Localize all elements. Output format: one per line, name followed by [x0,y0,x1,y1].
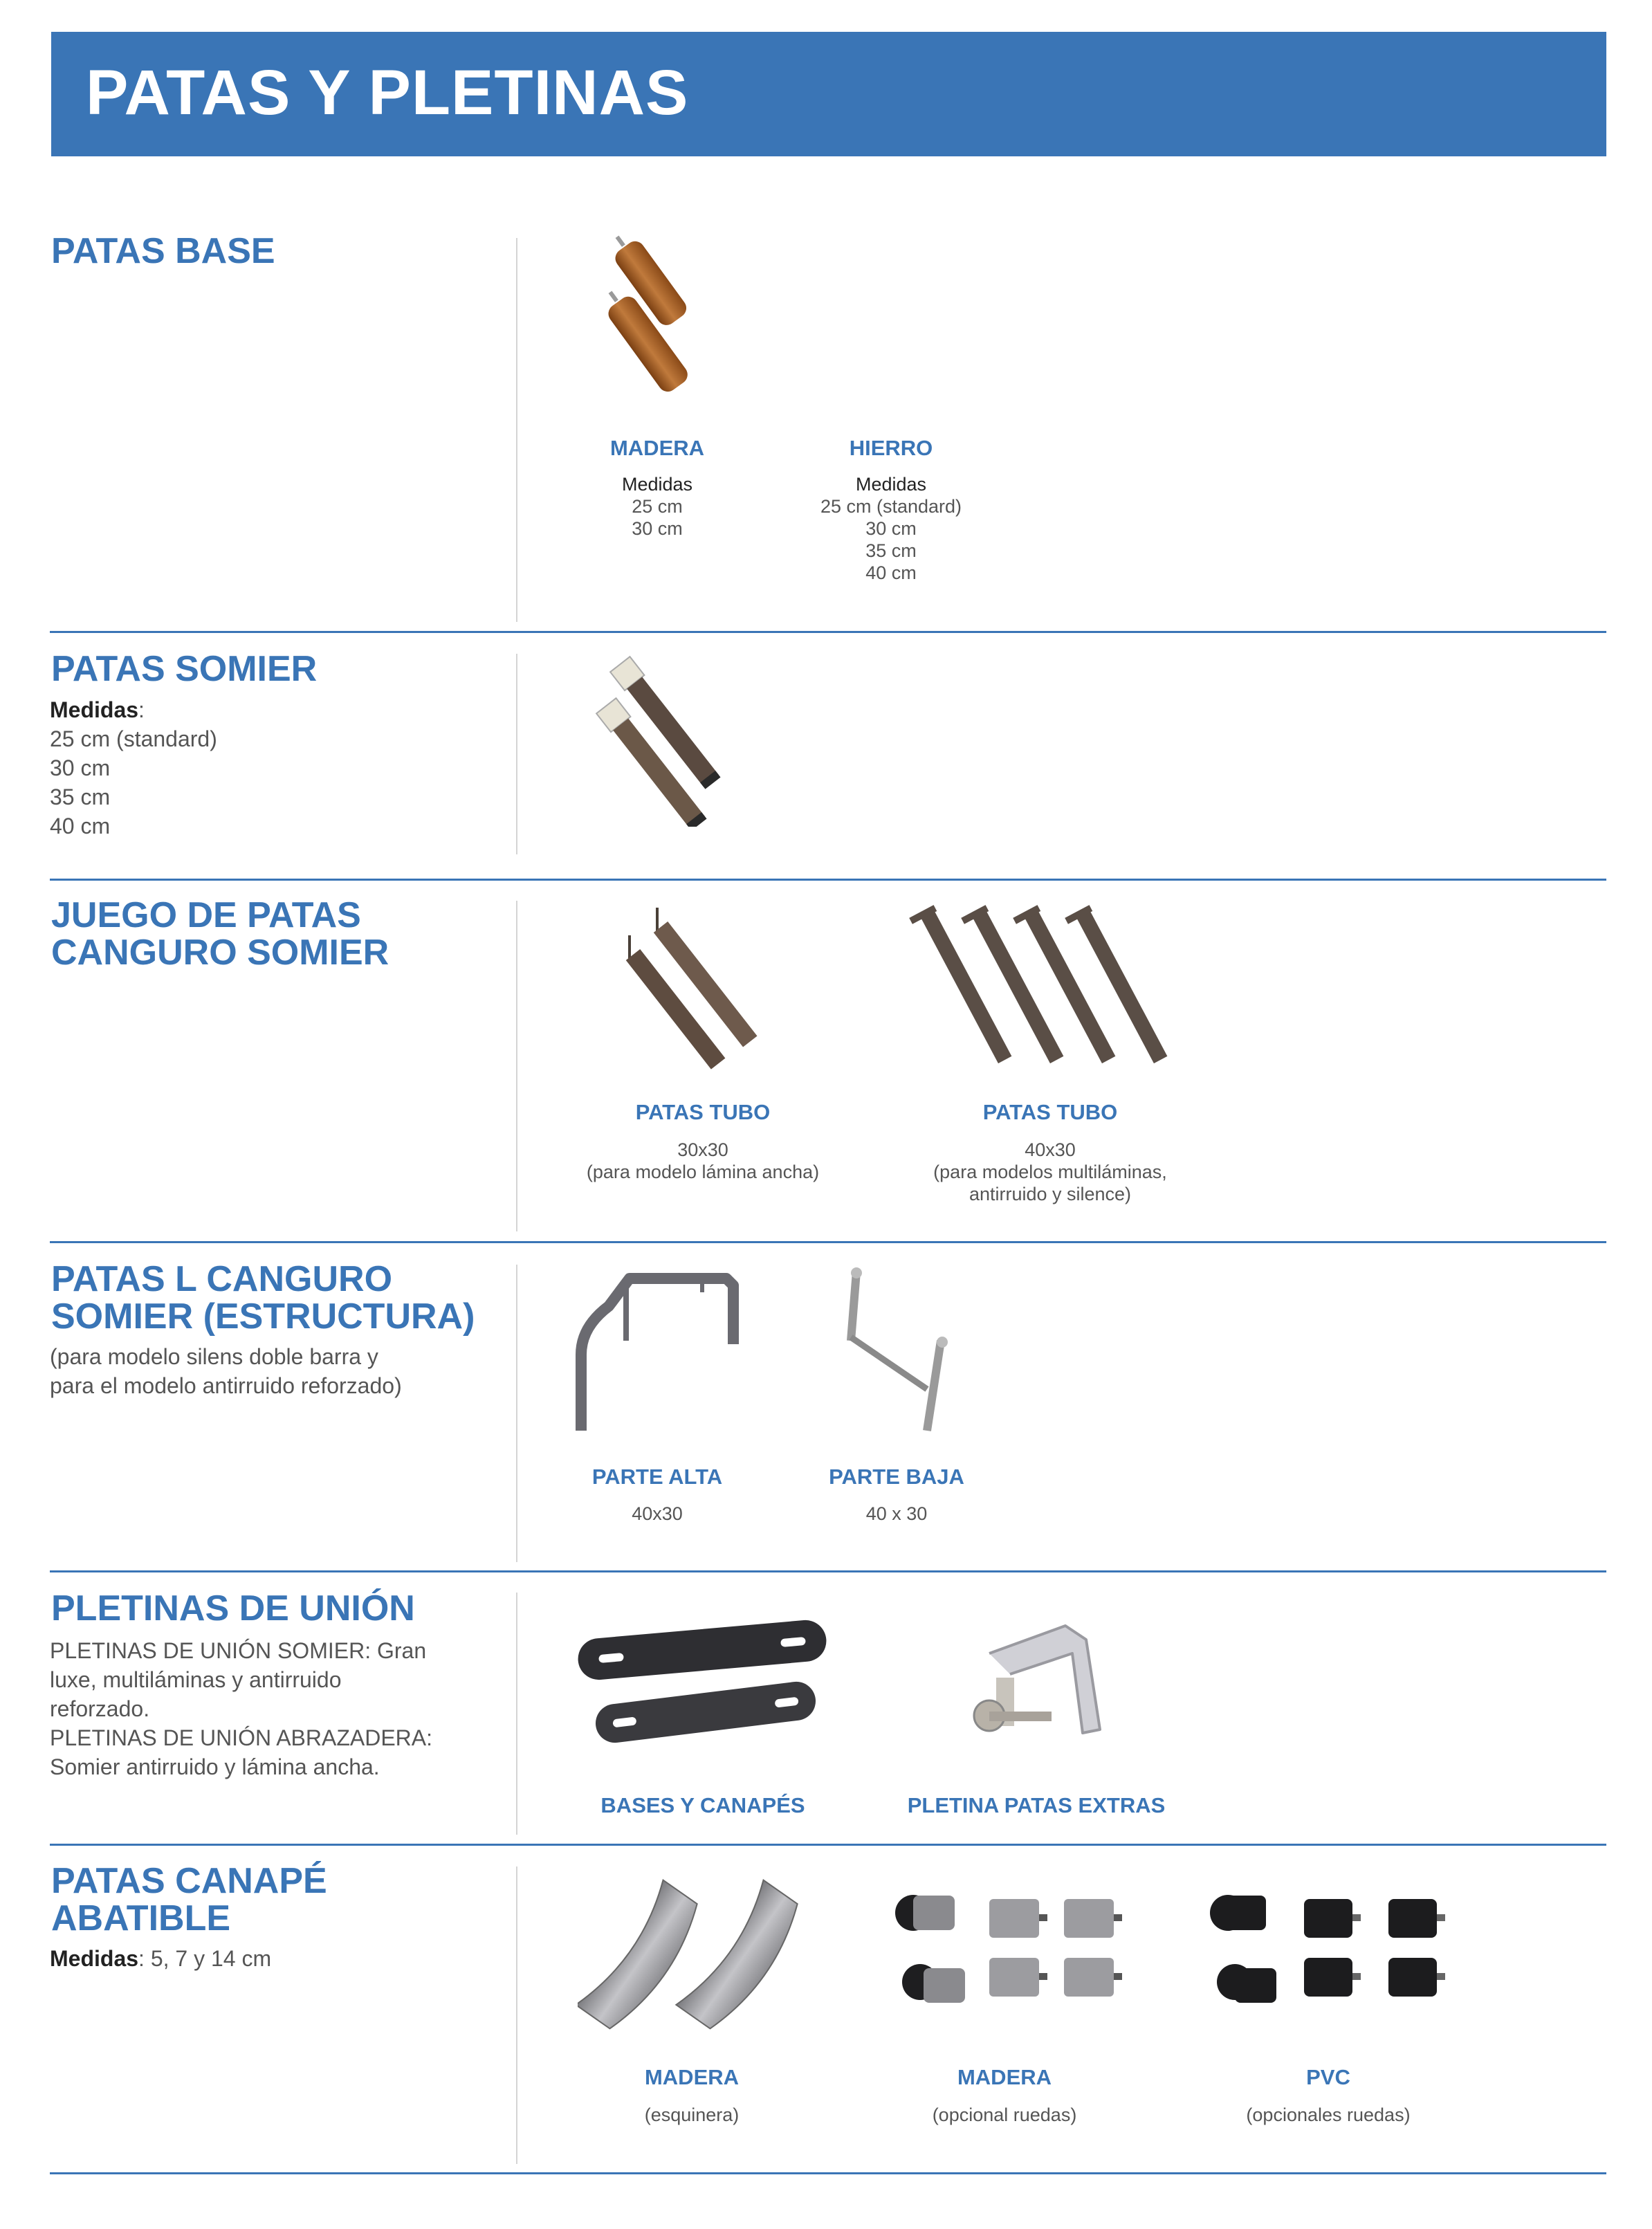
section-divider [50,1570,1606,1572]
product-note-pvc: (opcionales ruedas) [1246,2104,1411,2125]
title-line: ABATIBLE [51,1898,231,1938]
column-divider [516,654,517,854]
measure-value: 30 cm [865,518,917,539]
product-label-bases-canapes: BASES Y CANAPÉS [600,1793,805,1817]
note-line: (para modelos multiláminas, [933,1162,1167,1182]
product-label-madera-ruedas: MADERA [957,2065,1052,2089]
product-note-parte-alta: 40x30 [632,1503,683,1524]
patas-l-description [50,1342,402,1400]
section-title-canape [51,1862,327,1937]
section-divider [50,879,1606,881]
section-title-patas-somier: PATAS SOMIER [51,649,318,689]
extra-plate-clamp-image [962,1612,1114,1750]
description-line: (para modelo silens doble barra y [50,1344,378,1369]
wood-legs-wheels-image [885,1878,1128,2030]
measure-value: 40 cm [50,814,111,838]
measures-title: Medidas [50,1946,139,1971]
column-divider [516,901,517,1231]
description-line: para el modelo antirruido reforzado) [50,1373,402,1398]
title-line: JUEGO DE PATAS [51,895,361,935]
product-note-madera-esquinera: (esquinera) [644,2104,740,2125]
parte-baja-image [823,1265,982,1438]
column-divider [516,1265,517,1562]
description-line: luxe, multiláminas y antirruido [50,1667,342,1692]
note-line: antirruido y silence) [969,1184,1132,1204]
section-divider [50,1241,1606,1243]
product-label-pvc: PVC [1306,2065,1350,2089]
column-divider [516,238,517,622]
measure-value: 30 cm [632,518,683,539]
pletinas-description [50,1636,432,1781]
tube-legs-30x30-image [595,899,816,1079]
union-plates-image [567,1612,837,1750]
title-line: SOMIER (ESTRUCTURA) [51,1296,475,1337]
title-line: CANGURO SOMIER [51,933,389,973]
measure-value: 25 cm (standard) [820,496,962,517]
page-header [51,32,1606,156]
product-label-parte-baja: PARTE BAJA [829,1465,964,1489]
measures-title: Medidas [621,474,693,495]
pvc-legs-image [1200,1878,1456,2030]
measure-value: 25 cm [632,496,683,517]
product-label-madera: MADERA [609,436,705,460]
section-title-juego-patas [51,897,389,971]
description-line: PLETINAS DE UNIÓN SOMIER: Gran [50,1638,427,1663]
patas-somier-measures: Medidas: 25 cm (standard) 30 cm 35 cm 40 cm [50,695,217,841]
note-line: (para modelo lámina ancha) [586,1162,820,1182]
corner-legs-image [578,1875,806,2034]
product-label-pletina-patas-extras: PLETINA PATAS EXTRAS [907,1793,1166,1817]
section-title-patas-l [51,1260,475,1335]
description-line: reforzado. [50,1696,150,1721]
measures-title: Medidas [50,697,139,722]
somier-legs-image [574,654,796,827]
measure-value: 40 cm [865,562,917,583]
measure-value: 35 cm [50,785,111,809]
column-divider [516,1866,517,2164]
title-line: PATAS L CANGURO [51,1259,393,1299]
description-line: PLETINAS DE UNIÓN ABRAZADERA: [50,1725,433,1750]
product-note-parte-baja: 40 x 30 [865,1503,928,1524]
tube-legs-40x30-image [899,899,1204,1079]
page-title: PATAS Y PLETINAS [86,57,689,128]
note-line: 40x30 [1025,1139,1076,1160]
measure-value: 25 cm (standard) [50,726,217,751]
description-line: Somier antirruido y lámina ancha. [50,1754,380,1779]
product-label-hierro: HIERRO [849,436,933,460]
wooden-legs-image [585,232,744,419]
note-line: 30x30 [677,1139,728,1160]
measures-title: Medidas [855,474,927,495]
parte-alta-image [567,1265,747,1438]
measure-value: 30 cm [50,755,111,780]
product-label-patas-tubo-40: PATAS TUBO [982,1100,1118,1124]
product-notes-patas-tubo-30 [587,1139,819,1183]
product-measures-hierro [820,473,962,584]
canape-measures [50,1944,271,1973]
title-line: PATAS CANAPÉ [51,1861,327,1901]
section-title-pletinas: PLETINAS DE UNIÓN [51,1588,415,1629]
column-divider [516,1593,517,1835]
product-note-madera-ruedas: (opcional ruedas) [932,2104,1077,2125]
measure-value: 35 cm [865,540,917,561]
measures-value: : 5, 7 y 14 cm [138,1946,272,1971]
product-label-parte-alta: PARTE ALTA [591,1465,723,1489]
product-notes-patas-tubo-40 [933,1139,1167,1205]
product-measures-madera [622,473,692,540]
product-label-patas-tubo-30: PATAS TUBO [635,1100,771,1124]
section-divider [50,2172,1606,2174]
product-label-madera-esquinera: MADERA [644,2065,740,2089]
section-divider [50,631,1606,633]
section-title-patas-base: PATAS BASE [51,231,275,271]
section-divider [50,1844,1606,1846]
